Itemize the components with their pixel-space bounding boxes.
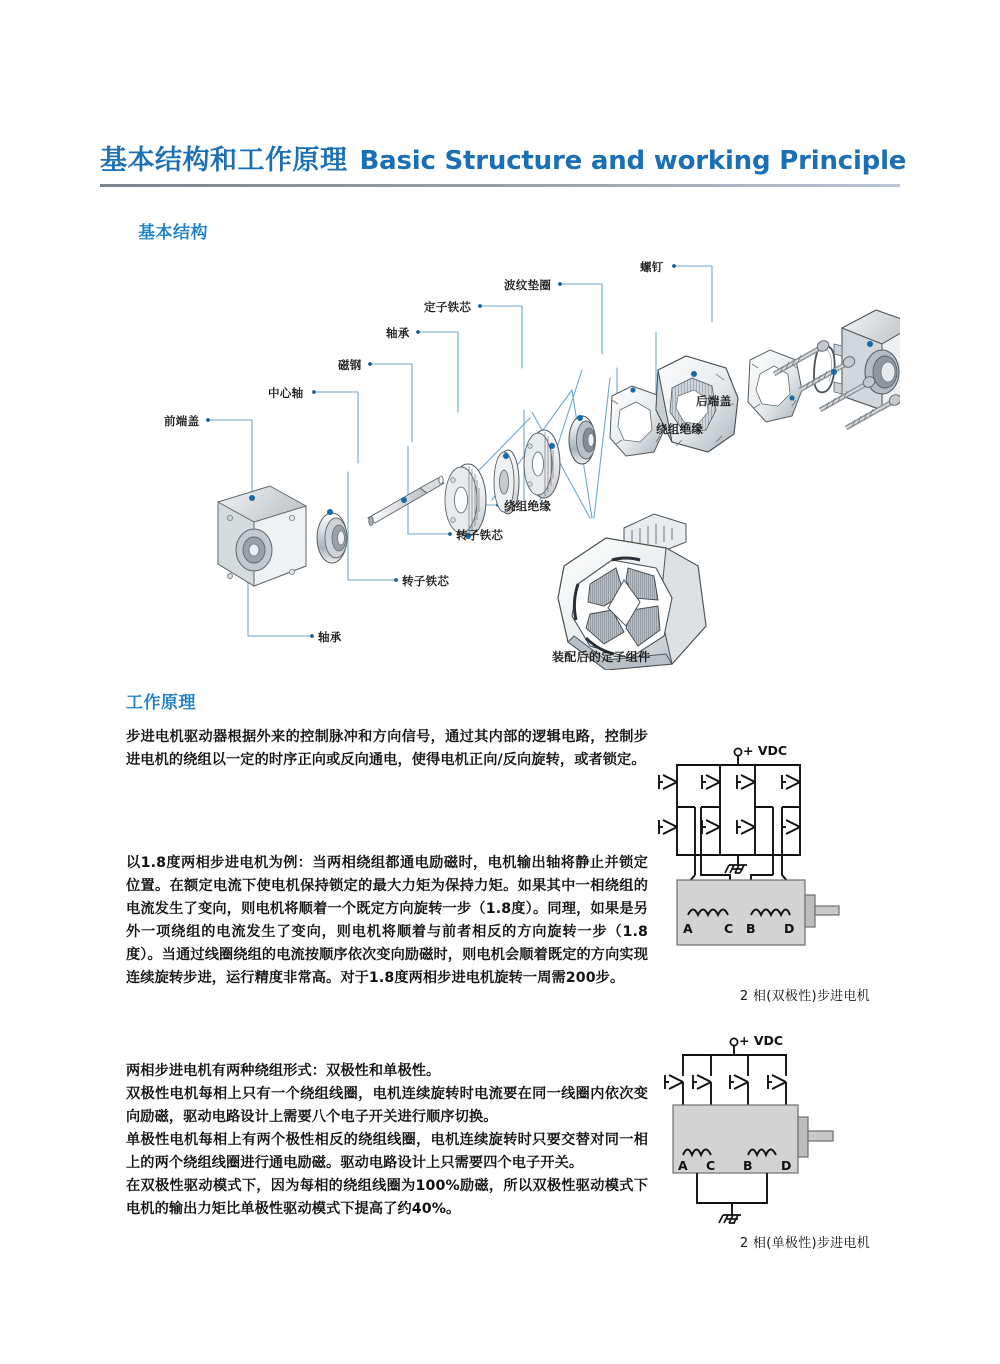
- page-title: [100, 138, 907, 177]
- label-bearing-bottom: 轴承: [318, 630, 342, 644]
- label-screw: 螺钉: [640, 260, 664, 274]
- part-rotor-core-upper: [524, 430, 560, 498]
- part-front-end-cap: [218, 486, 306, 586]
- section-heading-structure: 基本结构: [138, 223, 208, 243]
- label-magnet-steel: 磁钢: [338, 358, 362, 372]
- label-winding-insulation-right: 绕组绝缘: [656, 422, 704, 436]
- page-header: [100, 138, 907, 187]
- part-bearing-rear: [569, 415, 596, 464]
- winding-types-line-3: 单极性电机每相上有两个极性相反的绕组线圈，电机连续旋转时只要交替对同一相上的两个绕组线圈进行通电励磁。驱动电路设计上只需要四个电子开关。: [126, 1132, 648, 1171]
- terminal-A-bipolar: A: [683, 921, 693, 936]
- caption-circuit-unipolar: 2 相(单极性)步进电机: [739, 1236, 871, 1251]
- paragraph-driver-overview: [126, 726, 648, 772]
- paragraph-1p8-degree-example-text: 以1.8度两相步进电机为例：当两相绕组都通电励磁时，电机输出轴将静止并锁定位置。在额定电流下使电机保持锁定的最大力矩为保持力矩。如果其中一相绕组的电流发生了变向，则电机将顺着一个既定方向旋转一步（1.8度）。同理，如果是另外一项绕组的电流发生了变向，则电机将顺着与前者相反的方向旋转一步（1.8度）。当通过线圈绕组的电流按顺序依次变向励磁时，则电机会顺着既定的方向实现连续旋转步进，运行精度非常高。对于1.8度两相步进电机旋转一周需200步。: [126, 855, 648, 986]
- assembled-stator-assembly: [558, 514, 706, 670]
- winding-types-line-4: 在双极性驱动模式下，因为每相的绕组线圈为100%励磁，所以双极性驱动模式下电机的输出力矩比单极性驱动模式下提高了约40%。: [126, 1178, 648, 1217]
- winding-types-line-2: 双极性电机每相上只有一个绕组线圈，电机连续旋转时电流要在同一线圈内依次变向励磁，驱动电路设计上需要八个电子开关进行顺序切换。: [126, 1086, 648, 1125]
- terminal-A-unipolar: A: [678, 1158, 688, 1173]
- exploded-motor-diagram: [120, 250, 900, 670]
- paragraph-winding-types: [126, 1060, 648, 1221]
- label-rear-end-cap: 后端盖: [696, 394, 732, 408]
- motor-body-unipolar: [673, 1105, 798, 1173]
- section-heading-principle: 工作原理: [126, 693, 196, 713]
- caption-assembled-stator: 装配后的定子组件: [552, 650, 651, 664]
- part-center-shaft: [368, 476, 444, 526]
- label-rotor-core-upper: 转子铁芯: [456, 528, 504, 542]
- terminal-D-bipolar: D: [784, 921, 795, 936]
- caption-circuit-bipolar: 2 相(双极性)步进电机: [739, 989, 871, 1004]
- page-title-cn: 基本结构和工作原理: [100, 145, 348, 176]
- label-stator-core: 定子铁芯: [424, 300, 472, 314]
- terminal-D-unipolar: D: [781, 1158, 792, 1173]
- label-front-end-cap: 前端盖: [164, 414, 200, 428]
- circuit-diagram-unipolar: [655, 1025, 955, 1255]
- label-winding-insulation-mid: 绕组绝缘: [504, 499, 552, 513]
- terminal-B-bipolar: B: [746, 921, 756, 936]
- winding-types-line-1: 两相步进电机有两种绕组形式：双极性和单极性。: [126, 1063, 441, 1079]
- label-bearing-top: 轴承: [386, 326, 410, 340]
- page-title-en: Basic Structure and working Principle: [359, 146, 907, 176]
- circuit-diagram-bipolar: [655, 735, 955, 985]
- title-divider: [100, 184, 900, 187]
- label-wave-washer: 波纹垫圈: [504, 278, 552, 292]
- terminal-C-unipolar: C: [706, 1158, 716, 1173]
- paragraph-1p8-degree-example: [126, 852, 648, 990]
- terminal-B-unipolar: B: [743, 1158, 753, 1173]
- paragraph-driver-overview-text: 步进电机驱动器根据外来的控制脉冲和方向信号，通过其内部的逻辑电路，控制步进电机的绕组以一定的时序正向或反向通电，使得电机正向/反向旋转，或者锁定。: [126, 729, 648, 768]
- label-center-shaft: 中心轴: [268, 386, 304, 400]
- terminal-C-bipolar: C: [724, 921, 734, 936]
- supply-label-unipolar: + VDC: [739, 1033, 784, 1048]
- label-rotor-core-lower: 转子铁芯: [402, 574, 450, 588]
- part-bearing-front: [317, 509, 347, 563]
- supply-label-bipolar: + VDC: [743, 743, 788, 758]
